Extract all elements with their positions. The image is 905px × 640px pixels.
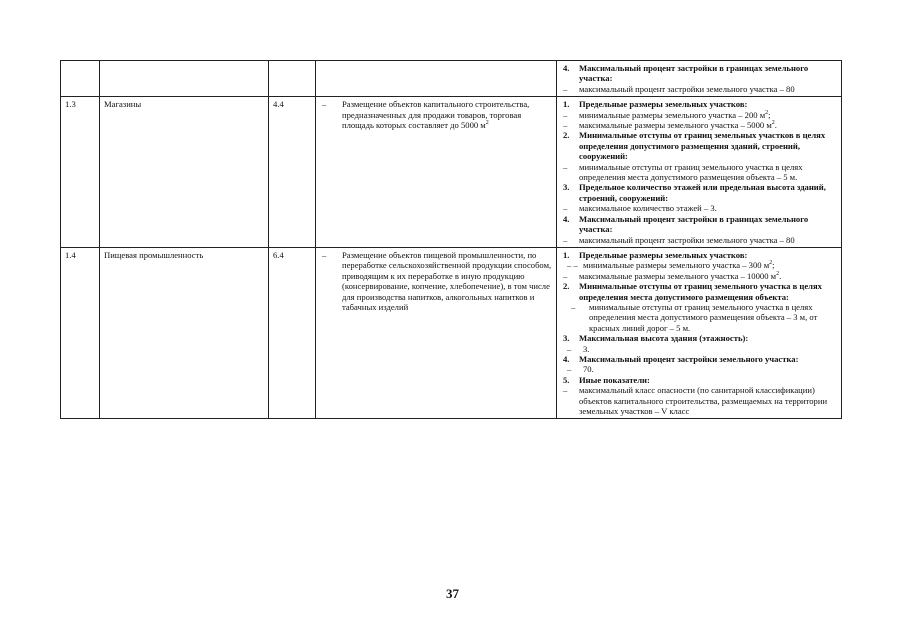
parameter-heading-text: Максимальный процент застройки земельного участка: [579,353,799,364]
parameter-item [561,260,837,270]
parameters-cell [557,97,842,248]
description-cell [316,247,557,419]
parameter-number: 4. [563,353,570,364]
parameter-number: 3. [563,182,570,193]
parameter-item [561,344,837,354]
row-number-cell [61,61,100,97]
parameter-dash: – [563,234,568,245]
parameter-item [561,110,837,120]
parameter-item-text: 70. [583,364,594,375]
parameter-number: 3. [563,333,570,344]
description-text: Размещение объектов капитального строительства, предназначенных для продажи товаров, торговая площадь которых составляет до 5000 $м^2$ [342,99,530,131]
parameter-dash: – [567,343,572,354]
parameter-item-text: максимальный процент застройки земельного участка – 80 [579,234,795,245]
parameter-item-text: максимальное количество этажей – 3. [579,203,717,214]
parameter-item [561,84,837,94]
params-list [561,63,837,94]
parameter-heading [561,63,837,84]
table-row [61,97,842,248]
document-page [60,60,840,419]
parameter-heading [561,333,837,343]
parameter-item-text: минимальные размеры земельного участка – 200 $м^2$; [579,109,771,120]
parameter-heading [561,99,837,109]
parameters-cell [557,247,842,419]
parameter-number: 1. [563,99,570,110]
parameter-dash: – [571,301,576,312]
parameters-cell [557,61,842,97]
params-list [561,250,837,417]
parameter-heading [561,281,837,302]
description-dash: – [322,99,327,110]
parameter-heading [561,214,837,235]
parameter-item-text: 3. [583,343,590,354]
zoning-regulations-table [60,60,842,419]
parameter-item-text: максимальный класс опасности (по санитарной классификации) объектов капитального строительства, размещаемых на территории земельных участков – V класс [579,385,828,416]
parameter-dash: – [563,161,568,172]
parameter-heading-text: Предельное количество этажей или предельная высота зданий, строений, сооружений: [579,182,826,203]
parameter-item-text: минимальные отступы от границ земельного участка в целях определения места допустимого размещения объекта – 3 м, от красных линий дорог – 5 м. [589,301,818,333]
parameter-number: 2. [563,281,570,292]
parameter-heading [561,130,837,161]
parameter-item [561,203,837,213]
parameter-heading-text: Максимальная высота здания (этажность): [579,333,749,344]
row-number-cell: 1.4 [61,247,100,419]
parameter-item-text: максимальный процент застройки земельного участка – 80 [579,83,795,94]
parameter-item [561,271,837,281]
parameter-heading-text: Предельные размеры земельных участков: [579,249,748,260]
parameter-item-text: минимальные размеры земельного участка – 300 $м^2$; [583,260,775,271]
parameter-heading [561,182,837,203]
parameter-heading-text: Предельные размеры земельных участков: [579,99,748,110]
use-name-cell [100,61,269,97]
parameter-dash: – [563,120,568,131]
parameter-heading-text: Максимальный процент застройки в границах земельного участка: [579,63,809,84]
parameter-heading [561,354,837,364]
description-cell [316,97,557,248]
params-list [561,99,837,245]
parameter-heading-text: Иные показатели: [579,374,650,385]
description-cell [316,61,557,97]
parameter-item [561,385,837,416]
parameter-heading [561,375,837,385]
description-text: Размещение объектов пищевой промышленности, по переработке сельскохозяйственной продукции способом, приводящим к их переработке в иную продукцию (консервирование, копчение, хлебопечение), в том числе для производства напитков, алкогольных напитков и табачных изделий [342,249,552,312]
parameter-item [561,120,837,130]
use-code-cell: 4.4 [269,97,316,248]
table-row [61,247,842,419]
parameter-dash: – [567,364,572,375]
parameter-heading-text: Максимальный процент застройки в границах земельного участка: [579,213,809,235]
parameter-item [561,162,837,183]
parameter-dash: – [563,83,568,94]
page-number: 37 [446,586,459,601]
row-number-cell: 1.3 [61,97,100,248]
parameter-number: 2. [563,130,570,141]
parameter-dash: – – [567,260,578,271]
parameter-heading-text: Минимальные отступы от границ земельного участка в целях определения места допустимого размещения объекта: [579,281,822,302]
use-code-cell [269,61,316,97]
parameter-item-text: минимальные отступы от границ земельного участка в целях определения места допустимого размещения объекта – 5 м. [579,161,803,183]
parameter-heading [561,250,837,260]
parameter-item [561,364,837,374]
parameter-number: 1. [563,249,570,260]
use-name-cell: Магазины [100,97,269,248]
description-dash: – [322,249,327,260]
parameter-item [561,302,837,333]
parameter-item [561,235,837,245]
parameter-number: 4. [563,213,570,224]
use-code-cell: 6.4 [269,247,316,419]
parameter-number: 5. [563,374,570,385]
table-row [61,61,842,97]
parameter-heading-text: Минимальные отступы от границ земельных участков в целях определения допустимого размещения зданий, строений, сооружений: [579,130,826,162]
parameter-item-text: максимальные размеры земельного участка – 5000 $м^2$. [579,120,777,131]
parameter-dash: – [563,109,568,120]
parameter-dash: – [563,270,568,281]
parameter-dash: – [563,203,568,214]
use-name-cell: Пищевая промышленность [100,247,269,419]
parameter-number: 4. [563,63,570,73]
parameter-item-text: максимальные размеры земельного участка – 10000 $м^2$. [579,270,782,281]
parameter-dash: – [563,385,568,396]
